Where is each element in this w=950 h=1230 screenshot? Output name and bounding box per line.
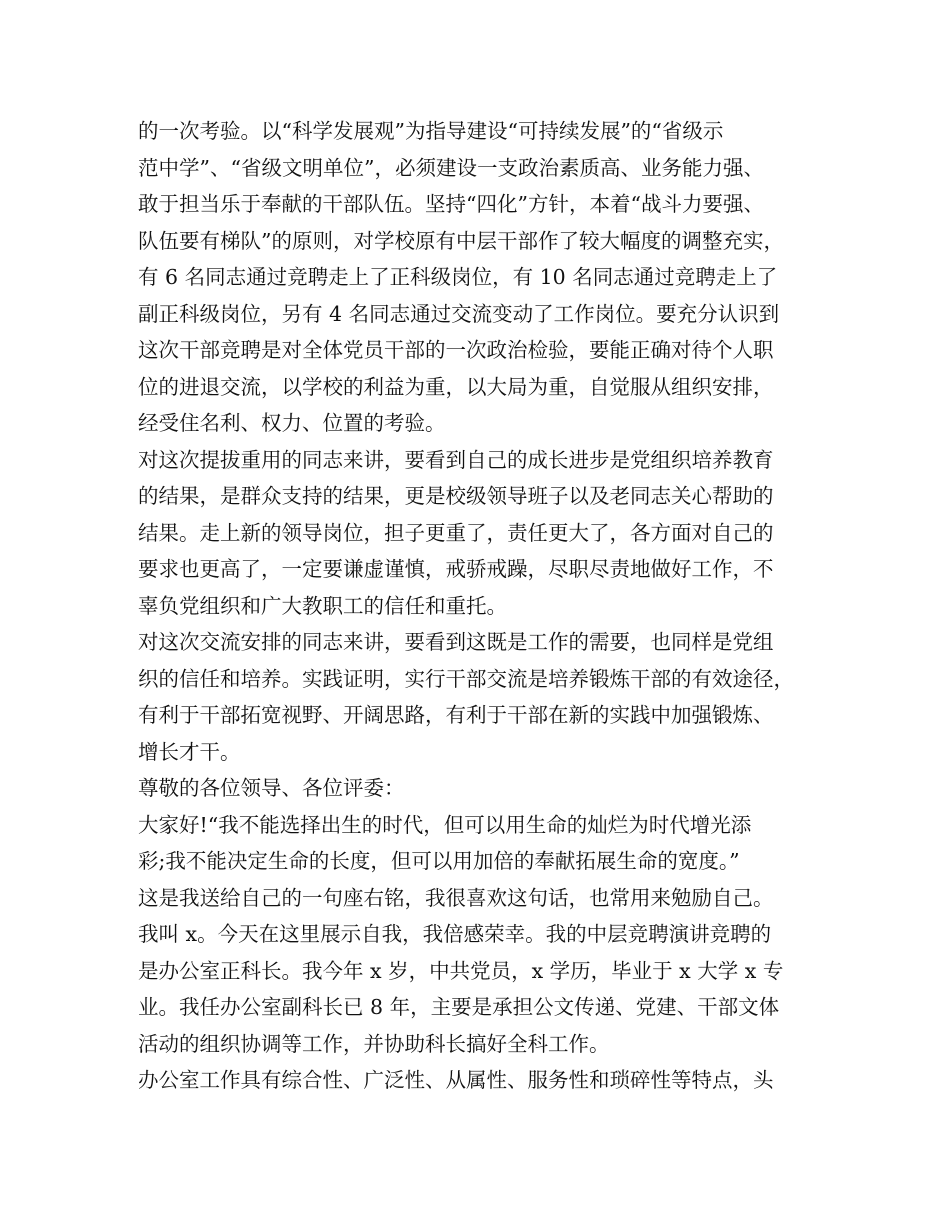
text-line: 办公室工作具有综合性、广泛性、从属性、服务性和琐碎性等特点，头: [138, 1068, 774, 1092]
text-line: 有 6 名同志通过竞聘走上了正科级岗位，有 10 名同志通过竞聘走上了: [138, 265, 778, 289]
text-line: 队伍要有梯队”的原则，对学校原有中层干部作了较大幅度的调整充实，: [138, 228, 784, 253]
text-line: 范中学”、“省级文明单位”，必须建设一支政治素质高、业务能力强、: [138, 155, 764, 180]
text-line: 尊敬的各位领导、各位评委：: [138, 776, 405, 800]
text-line: 彩;我不能决定生命的长度，但可以用加倍的奉献拓展生命的宽度。”: [138, 849, 740, 873]
text-line: 的结果，是群众支持的结果，更是校级领导班子以及老同志关心帮助的: [138, 484, 774, 508]
text-line: 对这次提拔重用的同志来讲，要看到自己的成长进步是党组织培养教育: [138, 447, 774, 472]
text-line: 这次干部竞聘是对全体党员干部的一次政治检验，要能正确对待个人职: [138, 338, 774, 362]
text-line: 副正科级岗位，另有 4 名同志通过交流变动了工作岗位。要充分认识到: [138, 301, 780, 326]
text-line: 织的信任和培养。实践证明，实行干部交流是培养锻炼干部的有效途径，: [138, 666, 794, 691]
text-line: 这是我送给自己的一句座右铭，我很喜欢这句话，也常用来勉励自己。: [138, 885, 774, 910]
text-line: 是办公室正科长。我今年 x 岁，中共党员，x 学历，毕业于 x 大学 x 专: [138, 958, 784, 983]
text-line: 增长才干。: [138, 739, 241, 764]
body-text: [138, 113, 828, 1099]
text-line: 要求也更高了，一定要谦虚谨慎，戒骄戒躁，尽职尽责地做好工作，不: [138, 557, 774, 581]
text-line: 我叫 x。今天在这里展示自我，我倍感荣幸。我的中层竞聘演讲竞聘的: [138, 922, 772, 946]
text-line: 的一次考验。以“科学发展观”为指导建设“可持续发展”的“省级示: [138, 119, 724, 143]
text-line: 经受住名利、权力、位置的考验。: [138, 411, 446, 435]
text-line: 业。我任办公室副科长已 8 年，主要是承担公文传递、党建、干部文体: [138, 995, 780, 1019]
text-line: 对这次交流安排的同志来讲，要看到这既是工作的需要，也同样是党组: [138, 630, 774, 654]
text-line: 活动的组织协调等工作，并协助科长搞好全科工作。: [138, 1031, 610, 1056]
text-line: 辜负党组织和广大教职工的信任和重托。: [138, 593, 507, 618]
text-line: 有利于干部拓宽视野、开阔思路，有利于干部在新的实践中加强锻炼、: [138, 703, 774, 727]
text-line: 结果。走上新的领导岗位，担子更重了，责任更大了，各方面对自己的: [138, 520, 774, 545]
text-line: 位的进退交流，以学校的利益为重，以大局为重，自觉服从组织安排，: [138, 374, 774, 399]
text-line: 大家好!“我不能选择出生的时代，但可以用生命的灿烂为时代增光添: [138, 812, 752, 837]
text-line: 敢于担当乐于奉献的干部队伍。坚持“四化”方针，本着“战斗力要强、: [138, 192, 764, 216]
